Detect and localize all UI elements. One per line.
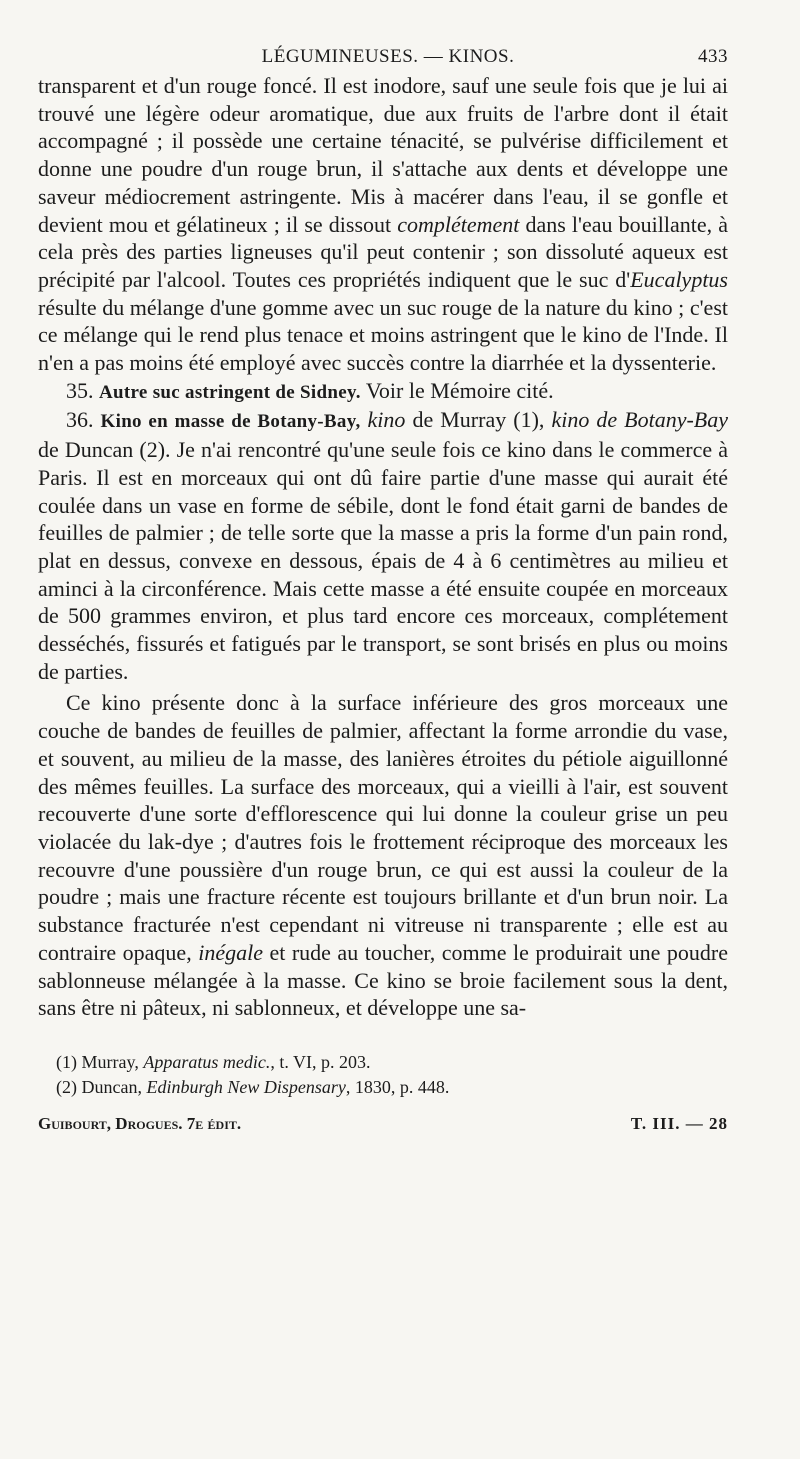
- page: [38, 46, 728, 1134]
- footnote-rest: , t. VI, p. 203.: [270, 1051, 371, 1072]
- text-run: Ce kino présente donc à la surface inférieure des gros morceaux une couche de bandes de feuilles de palmier, affectant la forme arrondie du vase, et souvent, au milieu de la masse, des lanières étroites du pétiole aiguillonné des mêmes feuilles. La surface des morceaux, qui a vieilli à l'air, est souvent recouverte d'une sorte d'efflorescence qui lui donne la couleur grise un peu violacée du lak-dye ; d'autres fois le frottement réciproque des morceaux les recouvre d'une poussière d'un rouge brun, ce qui est aussi la couleur de la poudre ; mais une fracture récente est toujours brillante et d'un brun noir. La substance fracturée n'est cependant ni vitreuse ni transparente ; elle est au contraire opaque,: [38, 690, 728, 965]
- paragraph-36: [38, 406, 728, 685]
- italic-term: complétement: [397, 211, 520, 237]
- entry-number: 35.: [66, 377, 94, 403]
- footer-signature: T. III. — 28: [630, 1113, 728, 1133]
- running-title: LÉGUMINEUSES. — KINOS.: [261, 46, 515, 67]
- text-run: résulte du mélange d'une gomme avec un suc rouge de la nature du kino ; c'est ce mélange qui le rend plus tenace et moins astringent que le kino de l'Inde. Il n'en a pas moins été employé avec succès contre la diarrhée et la dyssenterie.: [38, 294, 728, 376]
- footnote-1: [56, 1050, 728, 1075]
- footnote-mark: (1): [56, 1051, 77, 1072]
- text-run: de Murray (1),: [405, 407, 552, 433]
- text-run: Voir le Mémoire cité.: [360, 377, 554, 403]
- text-run: transparent et d'un rouge foncé. Il est inodore, sauf une seule fois que je lui ai trouvé une légère odeur aromatique, due aux fruits de l'arbre dont il était accompagné ; il possède une certaine ténacité, se pulvérise difficilement et donne une poudre d'un rouge brun, il s'attache aux dents et développe une saveur médiocrement astringente. Mis à macérer dans l'eau, il se gonfle et devient mou et gélatineux ; il se dissout: [38, 73, 728, 237]
- footnote-author: Murray,: [77, 1051, 144, 1072]
- entry-heading: Autre suc astringent de Sidney.: [99, 381, 361, 403]
- page-number: 433: [698, 46, 728, 67]
- paragraph-continuation: [38, 72, 728, 377]
- footnote-2: [56, 1075, 728, 1100]
- text-run: de Duncan (2). Je n'ai rencontré qu'une seule fois ce kino dans le commerce à Paris. Il est en morceaux qui ont dû faire partie d'une masse qui aurait été coulée dans un vase en forme de sébile, dont le fond était garni de bandes de feuilles de palmier ; de telle sorte que la masse a pris la forme d'un pain rond, plat en dessus, convexe en dessous, épais de 4 à 6 centimètres au milieu et aminci à la circonférence. Mais cette masse a été ensuite coupée en morceaux de 500 grammes environ, et plus tard encore ces morceaux, complétement desséchés, fissurés et fatigués par le transport, se sont brisés en plus ou moins de parties.: [38, 437, 728, 684]
- footnote-work: Edinburgh New Dispensary: [146, 1076, 346, 1097]
- footer-imprint: Guibourt, Drogues. 7e édit.: [38, 1113, 242, 1133]
- body-text: [38, 72, 728, 1022]
- footnote-rest: , 1830, p. 448.: [345, 1076, 450, 1097]
- italic-term: kino: [367, 407, 406, 433]
- footnote-mark: (2): [56, 1076, 77, 1097]
- footnote-author: Duncan,: [77, 1076, 147, 1097]
- paragraph-35: [38, 377, 728, 407]
- running-head: [38, 46, 728, 68]
- italic-term: Eucalyptus: [630, 266, 728, 292]
- italic-term: inégale: [198, 939, 263, 965]
- footnote-work: Apparatus medic.: [143, 1051, 271, 1072]
- text-run: et rude au toucher, comme le produirait une poudre sablonneuse mélangée à la masse. Ce kino se broie facilement sous la dent, sans être ni pâteux, ni sablonneux, et développe une sa-: [38, 939, 729, 1021]
- entry-number: 36.: [66, 407, 94, 433]
- entry-heading: Kino en masse de Botany-Bay,: [100, 411, 361, 433]
- page-footer: [38, 1114, 728, 1134]
- text-run: dans l'eau bouillante, à cela près des parties ligneuses qu'il peut contenir ; son dissoluté aqueux est précipité par l'alcool. Toutes ces propriétés indiquent que le suc d': [38, 211, 728, 292]
- paragraph-description: [38, 689, 728, 1021]
- footnotes: [38, 1050, 728, 1100]
- italic-term: kino de Botany-Bay: [551, 407, 728, 433]
